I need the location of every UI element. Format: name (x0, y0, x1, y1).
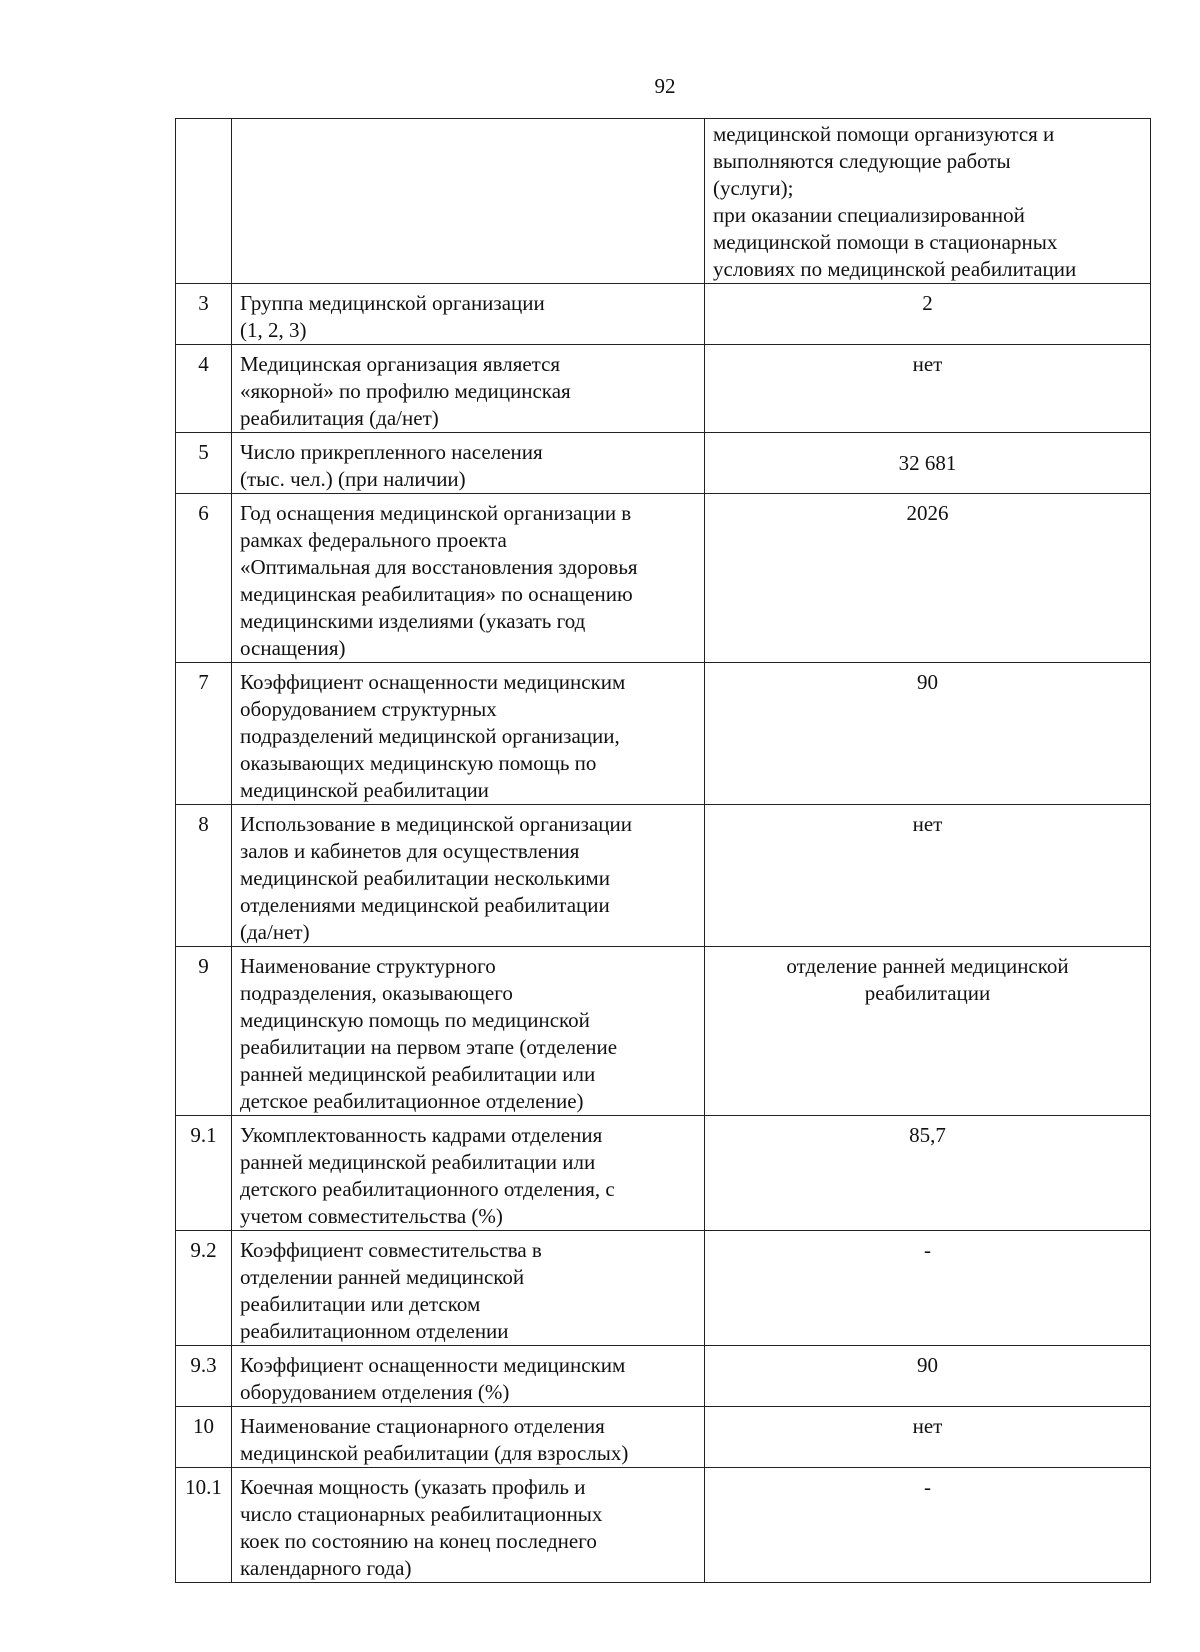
cell-line: отделении ранней медицинской (240, 1265, 525, 1289)
cell-line: отделение ранней медицинской (786, 954, 1069, 978)
cell-line: медицинской помощи в стационарных (713, 230, 1058, 254)
cell-line: при оказании специализированной (713, 203, 1025, 227)
row-number-cell: 6 (176, 494, 232, 663)
row-value-cell (705, 494, 1151, 663)
cell-line: (1, 2, 3) (240, 318, 307, 342)
row-value-cell (705, 1407, 1151, 1468)
row-name-cell (232, 947, 705, 1116)
cell-line: Коэффициент оснащенности медицинским (240, 1353, 626, 1377)
cell-line: коек по состоянию на конец последнего (240, 1529, 597, 1553)
cell-line: ранней медицинской реабилитации или (240, 1150, 596, 1174)
cell-line: детского реабилитационного отделения, с (240, 1177, 615, 1201)
cell-line: - (924, 1475, 931, 1499)
row-name-cell (232, 1407, 705, 1468)
table-row (176, 284, 1151, 345)
row-name-cell (232, 494, 705, 663)
cell-line: оказывающих медицинскую помощь по (240, 751, 597, 775)
cell-line: реабилитации на первом этапе (отделение (240, 1035, 618, 1059)
cell-line: Год оснащения медицинской организации в (240, 501, 632, 525)
row-number-cell: 3 (176, 284, 232, 345)
cell-line: учетом совместительства (%) (240, 1204, 503, 1228)
row-name-cell (232, 663, 705, 805)
cell-line: 90 (917, 1353, 938, 1377)
table-row-continuation (176, 119, 1151, 284)
cell-line: 85,7 (909, 1123, 946, 1147)
row-name-cell (232, 433, 705, 494)
row-value-cell (705, 805, 1151, 947)
table-row (176, 433, 1151, 494)
row-value-cell (705, 284, 1151, 345)
cell-line: залов и кабинетов для осуществления (240, 839, 580, 863)
table-row (176, 1346, 1151, 1407)
cell-line: медицинской реабилитации (для взрослых) (240, 1441, 629, 1465)
row-number-cell: 10 (176, 1407, 232, 1468)
row-number-cell: 9.2 (176, 1231, 232, 1346)
row-number-cell: 9.1 (176, 1116, 232, 1231)
row-number-cell: 9.3 (176, 1346, 232, 1407)
cell-line: 2 (922, 291, 933, 315)
cell-line: медицинскими изделиями (указать год (240, 609, 586, 633)
row-name-cell (232, 1468, 705, 1583)
row-value-cell (705, 1231, 1151, 1346)
cell-line: Коечная мощность (указать профиль и (240, 1475, 586, 1499)
cell-line: рамках федерального проекта (240, 528, 507, 552)
rehabilitation-data-table (175, 118, 1151, 1583)
cell-line: (тыс. чел.) (при наличии) (240, 467, 466, 491)
cell-line: Наименование стационарного отделения (240, 1414, 605, 1438)
row-name-cell (232, 1231, 705, 1346)
cell-line: реабилитационном отделении (240, 1319, 509, 1343)
row-number-cell (176, 119, 232, 284)
cell-line: выполняются следующие работы (713, 149, 1011, 173)
cell-line: Наименование структурного (240, 954, 496, 978)
cell-line: подразделения, оказывающего (240, 981, 513, 1005)
cell-line: ранней медицинской реабилитации или (240, 1062, 596, 1086)
cell-line: календарного года) (240, 1556, 412, 1580)
cell-line: медицинской реабилитации несколькими (240, 866, 610, 890)
table-row (176, 1407, 1151, 1468)
row-value-cell (705, 119, 1151, 284)
table-row (176, 494, 1151, 663)
table-row (176, 1468, 1151, 1583)
row-value-cell (705, 345, 1151, 433)
row-name-cell (232, 1116, 705, 1231)
cell-line: (услуги); (713, 176, 794, 200)
cell-line: Медицинская организация является (240, 352, 561, 376)
row-value-cell (705, 663, 1151, 805)
cell-line: подразделений медицинской организации, (240, 724, 620, 748)
cell-line: Использование в медицинской организации (240, 812, 633, 836)
row-value-cell (705, 1116, 1151, 1231)
cell-line: 90 (917, 670, 938, 694)
row-number-cell: 10.1 (176, 1468, 232, 1583)
cell-line: медицинской реабилитации (240, 778, 489, 802)
row-number-cell: 5 (176, 433, 232, 494)
cell-line: нет (912, 352, 943, 376)
page-number: 92 (654, 74, 676, 98)
table-row (176, 947, 1151, 1116)
row-name-cell (232, 119, 705, 284)
cell-line: детское реабилитационное отделение) (240, 1089, 584, 1113)
table-row (176, 345, 1151, 433)
row-number-cell: 4 (176, 345, 232, 433)
row-name-cell (232, 284, 705, 345)
cell-line: 2026 (906, 501, 949, 525)
table-row (176, 805, 1151, 947)
cell-line: медицинскую помощь по медицинской (240, 1008, 590, 1032)
cell-line: оборудованием отделения (%) (240, 1380, 510, 1404)
table-row (176, 1231, 1151, 1346)
cell-line: Число прикрепленного населения (240, 440, 543, 464)
cell-line: отделениями медицинской реабилитации (240, 893, 610, 917)
cell-line: медицинской помощи организуются и (713, 122, 1055, 146)
cell-line: Группа медицинской организации (240, 291, 545, 315)
row-value-cell (705, 1346, 1151, 1407)
cell-line: 32 681 (898, 450, 957, 475)
cell-line: число стационарных реабилитационных (240, 1502, 603, 1526)
row-name-cell (232, 805, 705, 947)
cell-line: Коэффициент совместительства в (240, 1238, 542, 1262)
cell-line: нет (912, 812, 943, 836)
cell-line: «Оптимальная для восстановления здоровья (240, 555, 638, 579)
row-value-cell (705, 1468, 1151, 1583)
cell-line: медицинская реабилитация» по оснащению (240, 582, 633, 606)
row-value-cell (705, 947, 1151, 1116)
row-number-cell: 7 (176, 663, 232, 805)
cell-line: Укомплектованность кадрами отделения (240, 1123, 603, 1147)
row-number-cell: 9 (176, 947, 232, 1116)
cell-line: оснащения) (240, 636, 346, 660)
cell-line: «якорной» по профилю медицинская (240, 379, 571, 403)
table-row (176, 1116, 1151, 1231)
row-number-cell: 8 (176, 805, 232, 947)
cell-line: реабилитация (да/нет) (240, 406, 439, 430)
cell-line: оборудованием структурных (240, 697, 497, 721)
row-name-cell (232, 1346, 705, 1407)
cell-line: условиях по медицинской реабилитации (713, 257, 1077, 281)
table-row (176, 663, 1151, 805)
cell-line: - (924, 1238, 931, 1262)
cell-line: реабилитации (864, 981, 991, 1005)
cell-line: нет (912, 1414, 943, 1438)
row-name-cell (232, 345, 705, 433)
cell-line: Коэффициент оснащенности медицинским (240, 670, 626, 694)
cell-line: реабилитации или детском (240, 1292, 481, 1316)
table-body (176, 119, 1151, 1583)
cell-line: (да/нет) (240, 920, 310, 944)
row-value-cell (705, 433, 1151, 494)
